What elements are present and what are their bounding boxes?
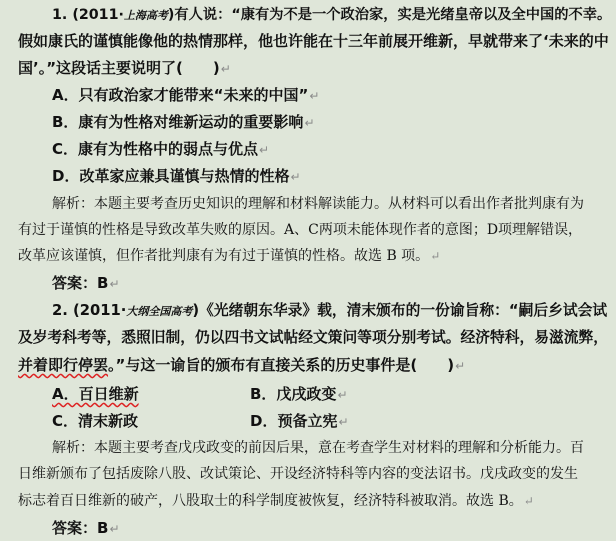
paragraph-mark-icon: ↵ [304, 116, 315, 130]
q1-source-label: 上海高考 [123, 9, 168, 22]
q1-number: 1. [52, 7, 68, 23]
paragraph-mark-icon: ↵ [109, 522, 120, 536]
q2-analysis-line-1: 解析：本题主要考查戊戌政变的前因后果，意在考查学生对材料的理解和分析能力。百 [52, 440, 584, 456]
q2-stem-line-2: 及岁考科考等，悉照旧制，仍以四书文试帖经文策问等项分别考试。经济特科，易滋流弊， [18, 329, 608, 346]
q1-source-close: ) [167, 7, 175, 23]
q2-stem-line-3: 。”与这一谕旨的颁布有直接关系的历史事件是( ) [108, 356, 455, 374]
q2-line-3 [18, 356, 465, 375]
q2-analysis-line-2: 日维新颁布了包括废除八股、改试策论、开设经济特科等内容的变法诏书。戊戌政变的发生 [18, 466, 578, 482]
q2-option-d: D．预备立宪↵ [250, 412, 349, 430]
paragraph-mark-icon: ↵ [309, 89, 320, 103]
q2-option-a: A．百日维新 [52, 385, 139, 403]
paragraph-mark-icon: ↵ [109, 277, 120, 291]
q1-analysis-line-2: 有过于谨慎的性格是导致改革失败的原因。A、C两项未能体现作者的意图；D项理解错误， [18, 222, 583, 238]
q1-option-d: D．改革家应兼具谨慎与热情的性格↵ [52, 167, 301, 185]
q1-stem-line-1: 有人说：“康有为不是一个政治家，实是光绪皇帝以及全中国的不幸。 [174, 7, 612, 23]
q1-stem-line-3: 国’。”这段话主要说明了( ) [18, 59, 220, 77]
q1-source-open: (2011· [72, 7, 124, 23]
q1-stem-line-2: 假如康氏的谨慎能像他的热情那样，他也许能在十三年前展开维新，早就带来了‘未来的中 [18, 32, 609, 50]
q2-source-label: 大纲全国高考 [126, 305, 193, 318]
q2-option-c: C．清末新政 [52, 412, 139, 430]
q2-number: 2. [52, 302, 68, 319]
paragraph-mark-icon: ↵ [220, 62, 231, 76]
paragraph-mark-icon: ↵ [338, 415, 349, 429]
q2-analysis-line-3: 标志着百日维新的破产，八股取士的科学制度被恢复，经济特科被取消。故选 B。↵ [18, 493, 534, 509]
q1-analysis-line-3: 改革应该谨慎，但作者批判康有为有过于谨慎的性格。故选 B 项。↵ [18, 248, 441, 264]
q2-option-b: B．戊戌政变↵ [250, 385, 348, 403]
q2-source-close: ) [192, 302, 200, 319]
paragraph-mark-icon: ↵ [523, 494, 534, 508]
paragraph-mark-icon: ↵ [290, 170, 301, 184]
paragraph-mark-icon: ↵ [430, 249, 441, 263]
q1-line-1 [52, 6, 611, 25]
q1-answer: 答案：B↵ [52, 274, 120, 292]
paragraph-mark-icon: ↵ [455, 359, 466, 373]
q2-stem-line-3-underlined: 并着即行停罢 [18, 356, 109, 374]
q2-stem-line-1: 《光绪朝东华录》载，清末颁布的一份谕旨称：“嗣后乡试会试 [199, 302, 608, 319]
q2-answer: 答案：B↵ [52, 519, 120, 537]
q1-option-b: B．康有为性格对维新运动的重要影响↵ [52, 113, 315, 131]
q1-analysis-line-1: 解析：本题主要考查历史知识的理解和材料解读能力。从材料可以看出作者批判康有为 [52, 196, 584, 212]
q1-option-c: C．康有为性格中的弱点与优点↵ [52, 140, 270, 158]
q2-line-1 [52, 302, 607, 321]
paragraph-mark-icon: ↵ [337, 388, 348, 402]
paragraph-mark-icon: ↵ [259, 143, 270, 157]
q1-option-a: A．只有政治家才能带来“未来的中国”↵ [52, 86, 320, 104]
q2-source-open: (2011· [73, 302, 127, 319]
q1-line-3 [18, 59, 231, 78]
